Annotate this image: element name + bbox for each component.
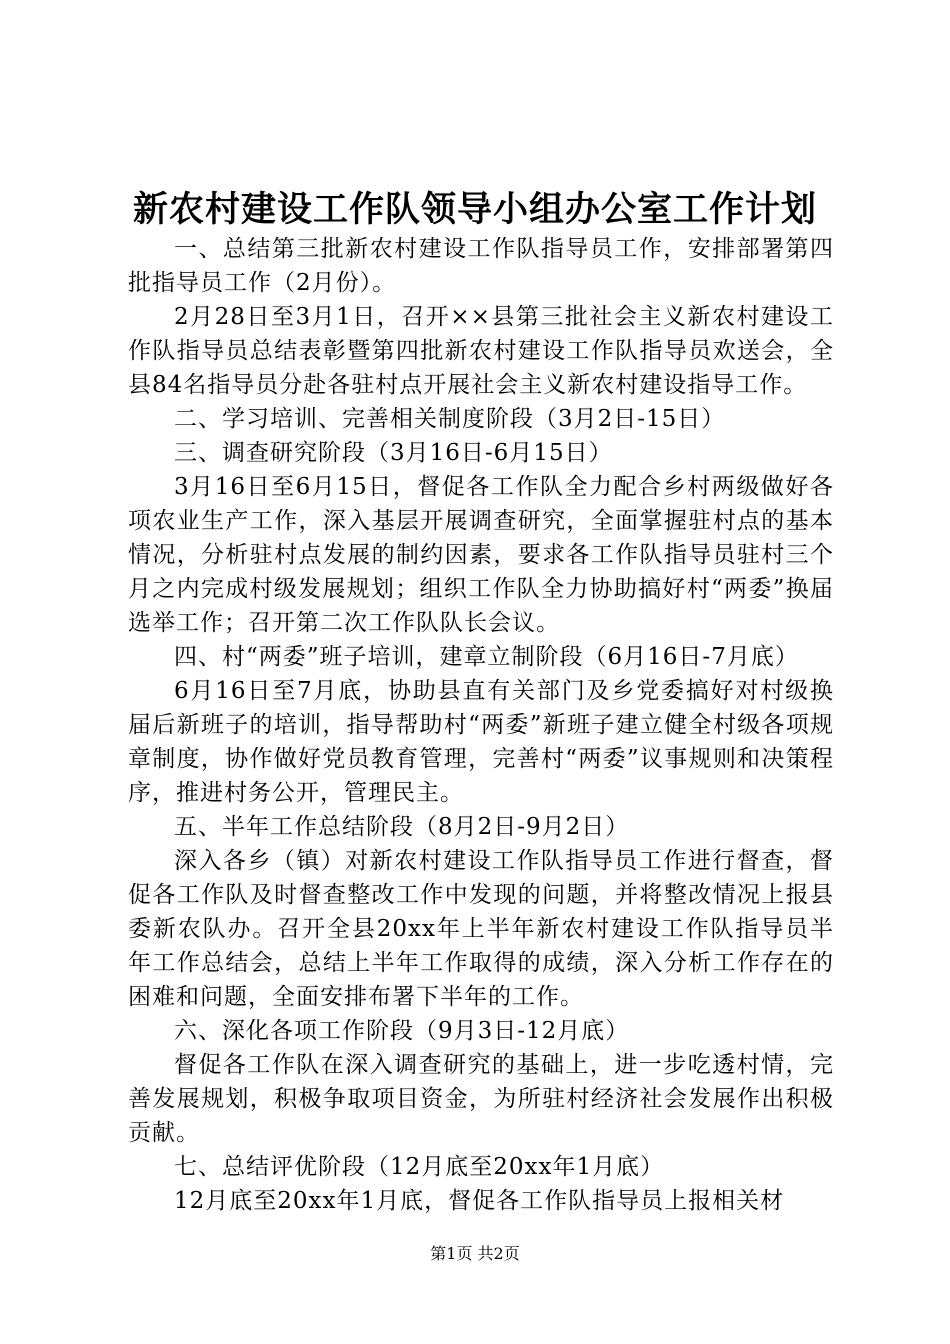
page-number-footer: 第1页 共2页 (430, 1244, 520, 1263)
body-paragraph-4: 6月16日至7月底，协助县直有关部门及乡党委搞好对村级换届后新班子的培训，指导帮助村“两委”新班子建立健全村级各项规章制度，协作做好党员教育管理，完善村“两委”议事规则和决策程序，推进村务公开，管理民主。 (128, 678, 834, 806)
section-heading-3: 三、调查研究阶段（3月16日-6月15日） (174, 440, 613, 466)
body-paragraph-5: 深入各乡（镇）对新农村建设工作队指导员工作进行督查，督促各工作队及时督查整改工作中发现的问题，并将整改情况上报县委新农队办。召开全县20xx年上半年新农村建设工作队指导员半年工作总结会，总结上半年工作取得的成绩，深入分析工作存在的困难和问题，全面安排布署下半年的工作。 (128, 848, 834, 1010)
body-paragraph-3: 3月16日至6月15日，督促各工作队全力配合乡村两级做好各项农业生产工作，深入基层开展调查研究，全面掌握驻村点的基本情况，分析驻村点发展的制约因素，要求各工作队指导员驻村三个月之内完成村级发展规划；组织工作队全力协助搞好村“两委”换届选举工作；召开第二次工作队队长会议。 (128, 474, 834, 636)
section-heading-5: 五、半年工作总结阶段（8月2日-9月2日） (174, 814, 630, 840)
section-heading-1: 一、总结第三批新农村建设工作队指导员工作，安排部署第四批指导员工作（2月份）。 (128, 236, 834, 296)
document-title: 新农村建设工作队领导小组办公室工作计划 (132, 189, 817, 230)
section-heading-2: 二、学习培训、完善相关制度阶段（3月2日-15日） (174, 406, 726, 432)
body-paragraph-6: 督促各工作队在深入调查研究的基础上，进一步吃透村情，完善发展规划，积极争取项目资金，为所驻村经济社会发展作出积极贡献。 (128, 1052, 834, 1146)
section-heading-7: 七、总结评优阶段（12月底至20xx年1月底） (174, 1154, 665, 1180)
body-paragraph-7: 12月底至20xx年1月底，督促各工作队指导员上报相关材 (174, 1188, 785, 1214)
section-heading-4: 四、村“两委”班子培训，建章立制阶段（6月16日-7月底） (174, 644, 799, 670)
document-body (128, 232, 834, 1218)
section-heading-6: 六、深化各项工作阶段（9月3日-12月底） (174, 1018, 630, 1044)
body-paragraph-1: 2月28日至3月1日，召开××县第三批社会主义新农村建设工作队指导员总结表彰暨第四批新农村建设工作队指导员欢送会，全县84名指导员分赴各驻村点开展社会主义新农村建设指导工作。 (128, 304, 834, 398)
